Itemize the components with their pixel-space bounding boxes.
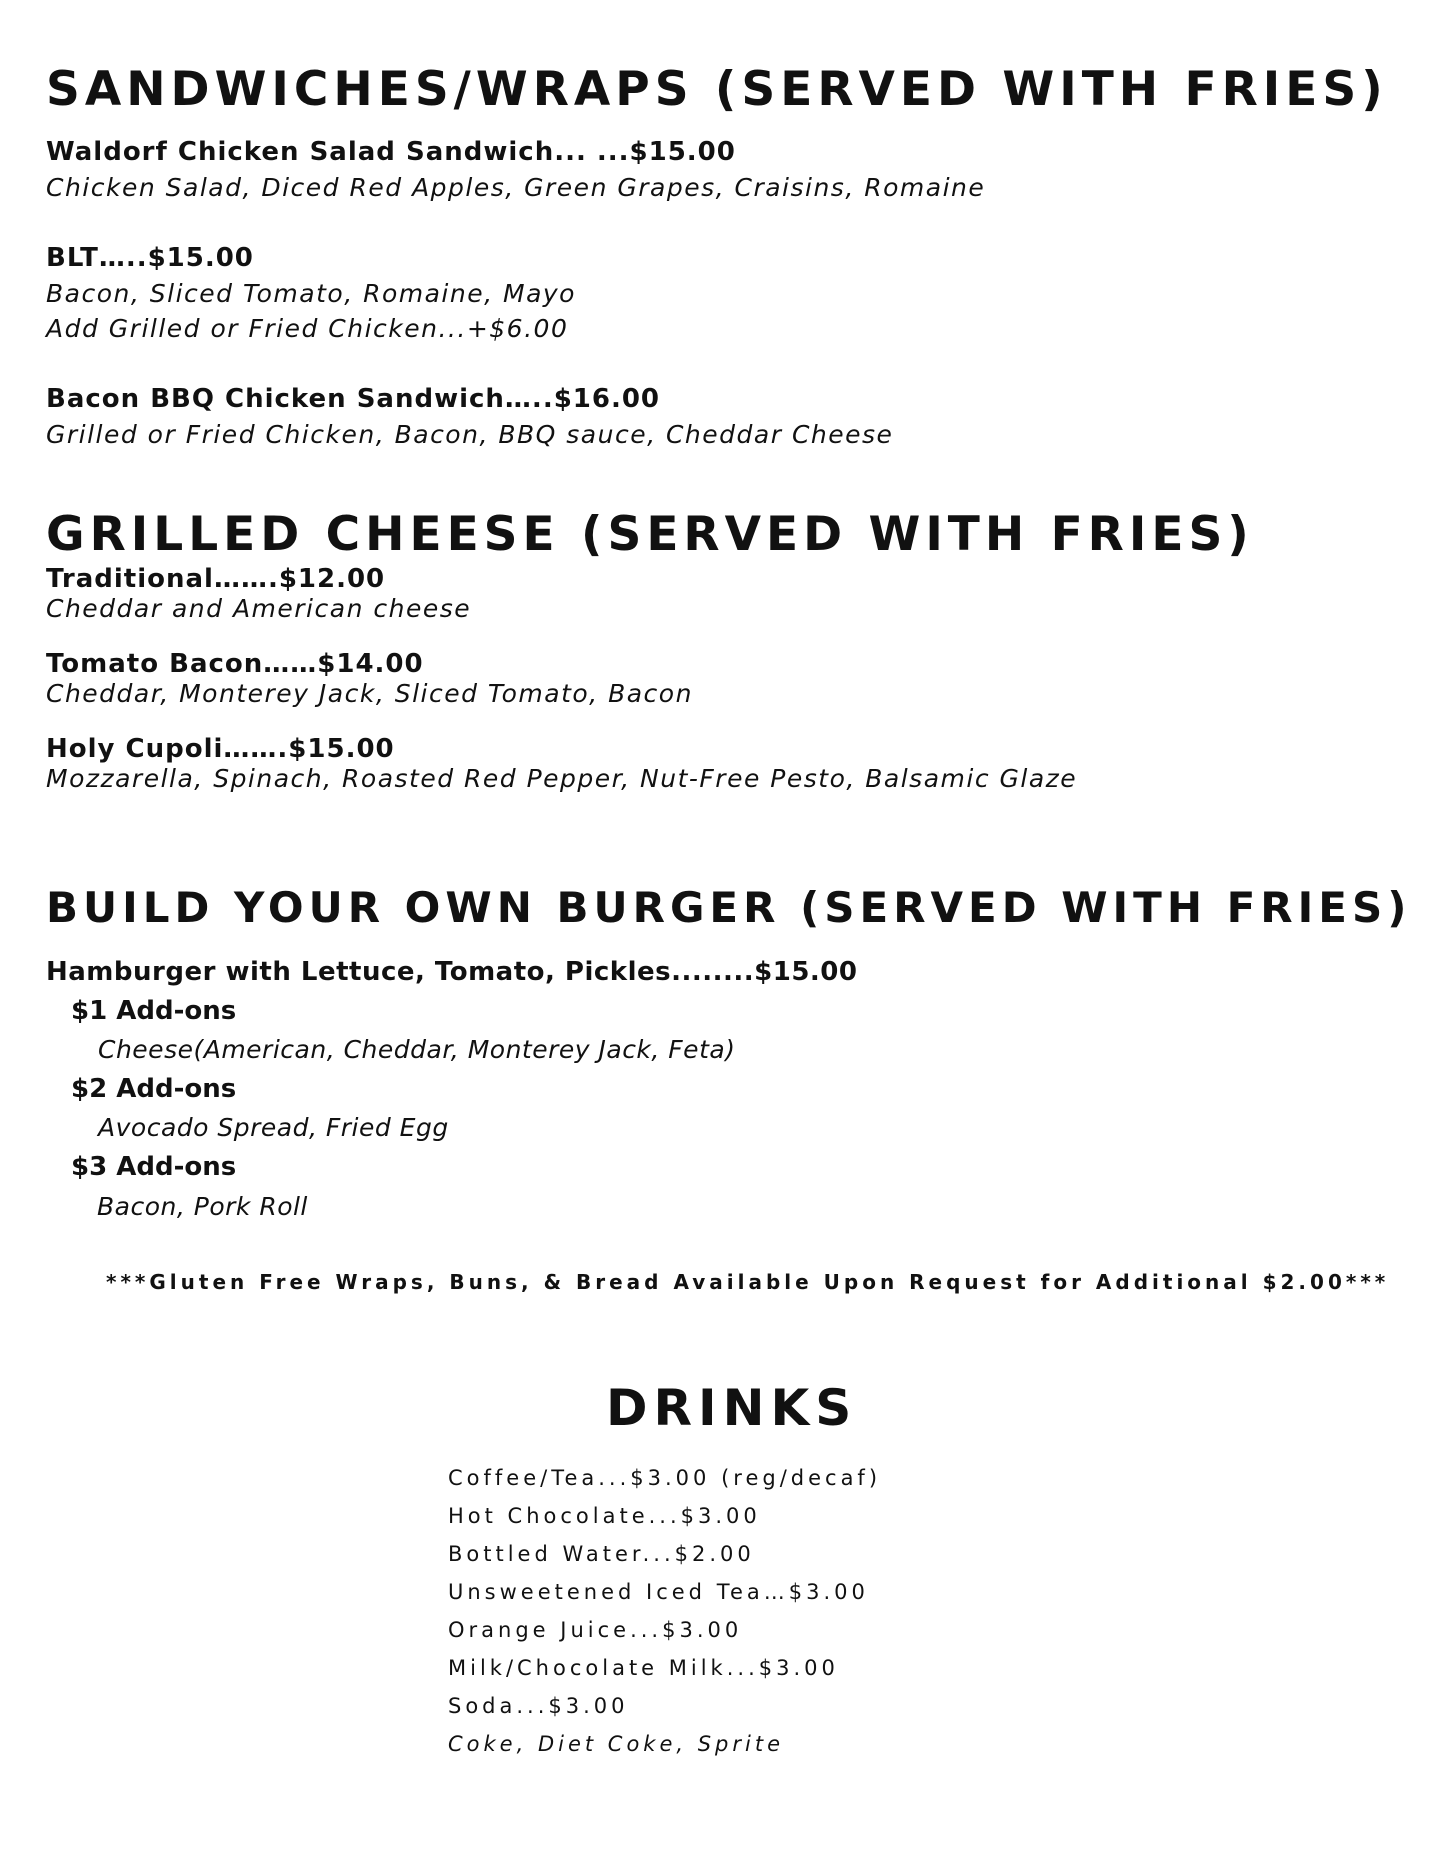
item-desc-tomato-bacon: Cheddar, Monterey Jack, Sliced Tomato, Bacon [46,679,693,708]
section-heading-sandwiches: SANDWICHES/WRAPS (SERVED WITH FRIES) [46,62,1388,117]
addon-items-2: Avocado Spread, Fried Egg [98,1113,449,1142]
item-title-traditional: Traditional…….$12.00 [46,564,386,594]
section-heading-drinks: DRINKS [606,1379,858,1437]
drink-item: Soda...$3.00 [448,1694,629,1718]
item-desc-waldorf: Chicken Salad, Diced Red Apples, Green Grapes, Craisins, Romaine [46,173,986,202]
item-title-holy-cupoli: Holy Cupoli…….$15.00 [46,734,395,764]
drink-item: Bottled Water...$2.00 [448,1542,755,1566]
addon-items-1: Cheese(American, Cheddar, Monterey Jack, Feta) [98,1035,736,1064]
section-heading-burger: BUILD YOUR OWN BURGER (SERVED WITH FRIES) [46,883,1412,932]
drink-item: Milk/Chocolate Milk...$3.00 [448,1656,839,1680]
item-title-hamburger: Hamburger with Lettuce, Tomato, Pickles........$15.00 [46,957,858,987]
item-title-tomato-bacon: Tomato Bacon……$14.00 [46,649,424,679]
item-extra-blt: Add Grilled or Fried Chicken...+$6.00 [46,314,569,343]
item-desc-holy-cupoli: Mozzarella, Spinach, Roasted Red Pepper, Nut-Free Pesto, Balsamic Glaze [46,764,1078,793]
item-title-bacon-bbq: Bacon BBQ Chicken Sandwich…..$16.00 [46,384,661,414]
addon-label-3: $3 Add-ons [71,1152,237,1182]
item-desc-traditional: Cheddar and American cheese [46,594,472,623]
drink-item: Coffee/Tea...$3.00 (reg/decaf) [448,1466,882,1490]
item-desc-bacon-bbq: Grilled or Fried Chicken, Bacon, BBQ sauce, Cheddar Cheese [46,420,894,449]
item-title-waldorf: Waldorf Chicken Salad Sandwich... ...$15.00 [46,137,736,167]
drink-item: Hot Chocolate...$3.00 [448,1504,761,1528]
drink-item: Orange Juice...$3.00 [448,1618,743,1642]
drink-item: Unsweetened Iced Tea…$3.00 [448,1580,869,1604]
gluten-free-note: ***Gluten Free Wraps, Buns, & Bread Available Upon Request for Additional $2.00*** [106,1270,1390,1294]
addon-items-3: Bacon, Pork Roll [97,1192,308,1221]
soda-options: Coke, Diet Coke, Sprite [448,1732,785,1756]
item-title-blt: BLT…..$15.00 [46,243,254,273]
addon-label-2: $2 Add-ons [71,1074,237,1104]
addon-label-1: $1 Add-ons [71,996,237,1026]
section-heading-grilled-cheese: GRILLED CHEESE (SERVED WITH FRIES) [46,507,1254,562]
item-desc-blt: Bacon, Sliced Tomato, Romaine, Mayo [46,279,576,308]
